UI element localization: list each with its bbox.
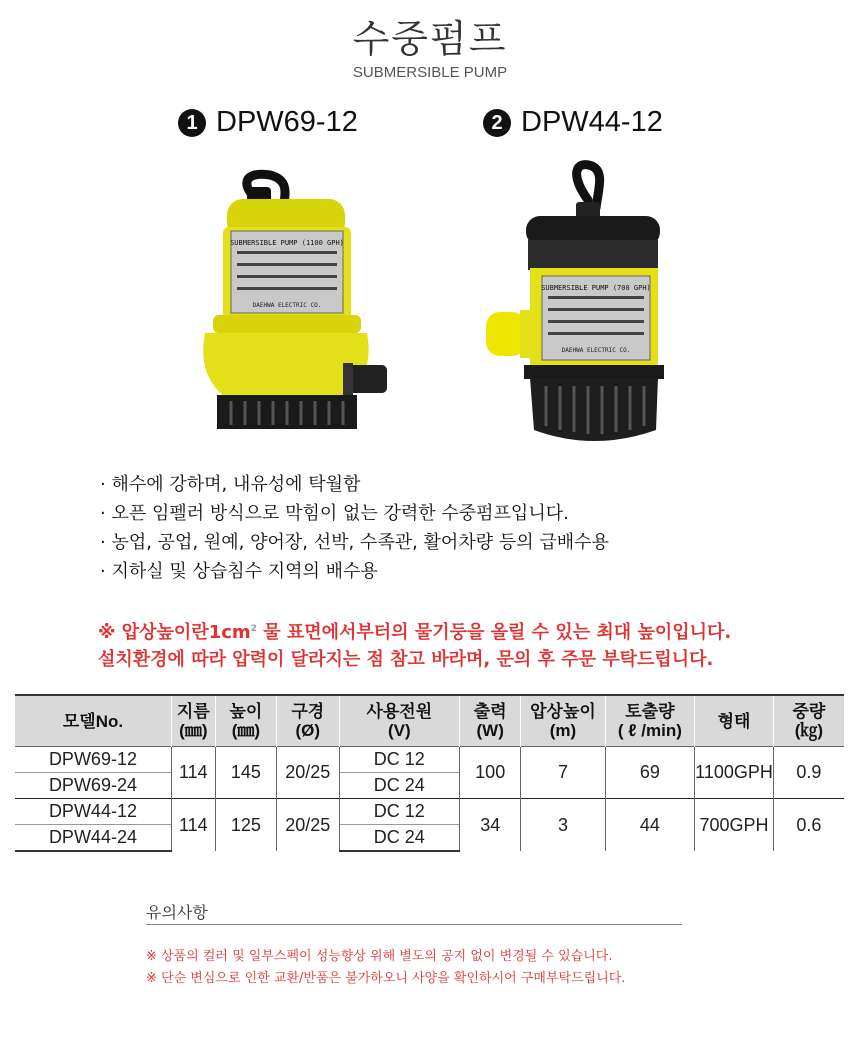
label-maker: DAEHWA ELECTRIC CO. xyxy=(252,302,322,309)
cell-model: DPW69-12 xyxy=(15,747,171,773)
cell-model: DPW44-24 xyxy=(15,825,171,852)
model-heading-2 xyxy=(483,106,663,139)
cell-power: DC 24 xyxy=(339,825,460,852)
pump-image-dpw69 xyxy=(195,165,390,450)
header-power: 사용전원 (V) xyxy=(339,695,460,747)
cell-type: 1100GPH xyxy=(695,747,774,799)
cell-flow: 69 xyxy=(605,747,695,799)
page-subtitle: SUBMERSIBLE PUMP xyxy=(352,64,508,81)
number-badge-icon: 2 xyxy=(483,109,511,137)
header-diameter: 지름 (㎜) xyxy=(171,695,215,747)
header-weight: 중량 (㎏) xyxy=(773,695,844,747)
cell-output: 34 xyxy=(460,799,521,852)
number-badge-icon: 1 xyxy=(178,109,206,137)
cell-height: 145 xyxy=(215,747,276,799)
table-row xyxy=(15,799,844,825)
cell-head: 7 xyxy=(521,747,605,799)
cell-bore: 20/25 xyxy=(277,747,339,799)
cell-diameter: 114 xyxy=(171,799,215,852)
cell-output: 100 xyxy=(460,747,521,799)
list-item: · 지하실 및 상습침수 지역의 배수용 xyxy=(100,557,609,586)
notice-line-2: 설치환경에 따라 압력이 달라지는 점 참고 바라며, 문의 후 주문 부탁드립니다. xyxy=(98,649,714,670)
caution-notes xyxy=(146,946,625,990)
header-height: 높이 (㎜) xyxy=(215,695,276,747)
list-item: · 농업, 공업, 원예, 양어장, 선박, 수족관, 활어차량 등의 급배수용 xyxy=(100,528,609,557)
spec-table xyxy=(15,694,844,852)
feature-list xyxy=(100,470,609,586)
list-item: · 오픈 임펠러 방식으로 막힘이 없는 강력한 수중펌프입니다. xyxy=(100,499,609,528)
cell-power: DC 12 xyxy=(339,799,460,825)
model-name: DPW69-12 xyxy=(216,106,358,138)
head-notice xyxy=(98,616,731,673)
model-heading-1 xyxy=(178,106,358,139)
header-flow: 토출량 ( ℓ /min) xyxy=(605,695,695,747)
caution-note: ※ 단순 변심으로 인한 교환/반품은 불가하오니 사양을 확인하시어 구매부탁드립니다. xyxy=(146,971,626,986)
cell-height: 125 xyxy=(215,799,276,852)
label-rating: SUBMERSIBLE PUMP (1100 GPH) xyxy=(230,239,344,247)
cell-bore: 20/25 xyxy=(277,799,339,852)
table-header-row xyxy=(15,695,844,747)
cell-flow: 44 xyxy=(605,799,695,852)
cell-power: DC 24 xyxy=(339,773,460,799)
notice-line-1: ※ 압상높이란$1cm^2$ 물 표면에서부터의 물기둥을 올릴 수 있는 최대 높이입니다. xyxy=(98,622,732,643)
cell-head: 3 xyxy=(521,799,605,852)
cell-diameter: 114 xyxy=(171,747,215,799)
cell-power: DC 12 xyxy=(339,747,460,773)
label-rating: SUBMERSIBLE PUMP (700 GPH) xyxy=(541,284,651,292)
header-type: 형태 xyxy=(695,695,774,747)
cell-weight: 0.6 xyxy=(773,799,844,852)
list-item: · 해수에 강하며, 내유성에 탁월함 xyxy=(100,470,609,499)
label-maker: DAEHWA ELECTRIC CO. xyxy=(561,347,631,354)
header-bore: 구경 (Ø) xyxy=(277,695,339,747)
page-title: 수중펌프 xyxy=(352,17,508,61)
pump-image-dpw44 xyxy=(480,160,680,455)
table-row xyxy=(15,747,844,773)
header-head: 압상높이 (m) xyxy=(521,695,605,747)
caution-note: ※ 상품의 컬러 및 일부스펙이 성능향상 위해 별도의 공지 없이 변경될 수 있습니다. xyxy=(146,949,613,964)
cell-model: DPW44-12 xyxy=(15,799,171,825)
cell-model: DPW69-24 xyxy=(15,773,171,799)
cell-weight: 0.9 xyxy=(773,747,844,799)
caution-title: 유의사항 xyxy=(146,903,208,922)
caution-divider xyxy=(146,924,682,925)
cell-type: 700GPH xyxy=(695,799,774,852)
header-output: 출력 (W) xyxy=(460,695,521,747)
model-name: DPW44-12 xyxy=(521,106,663,138)
header-model: 모델No. xyxy=(15,695,171,747)
